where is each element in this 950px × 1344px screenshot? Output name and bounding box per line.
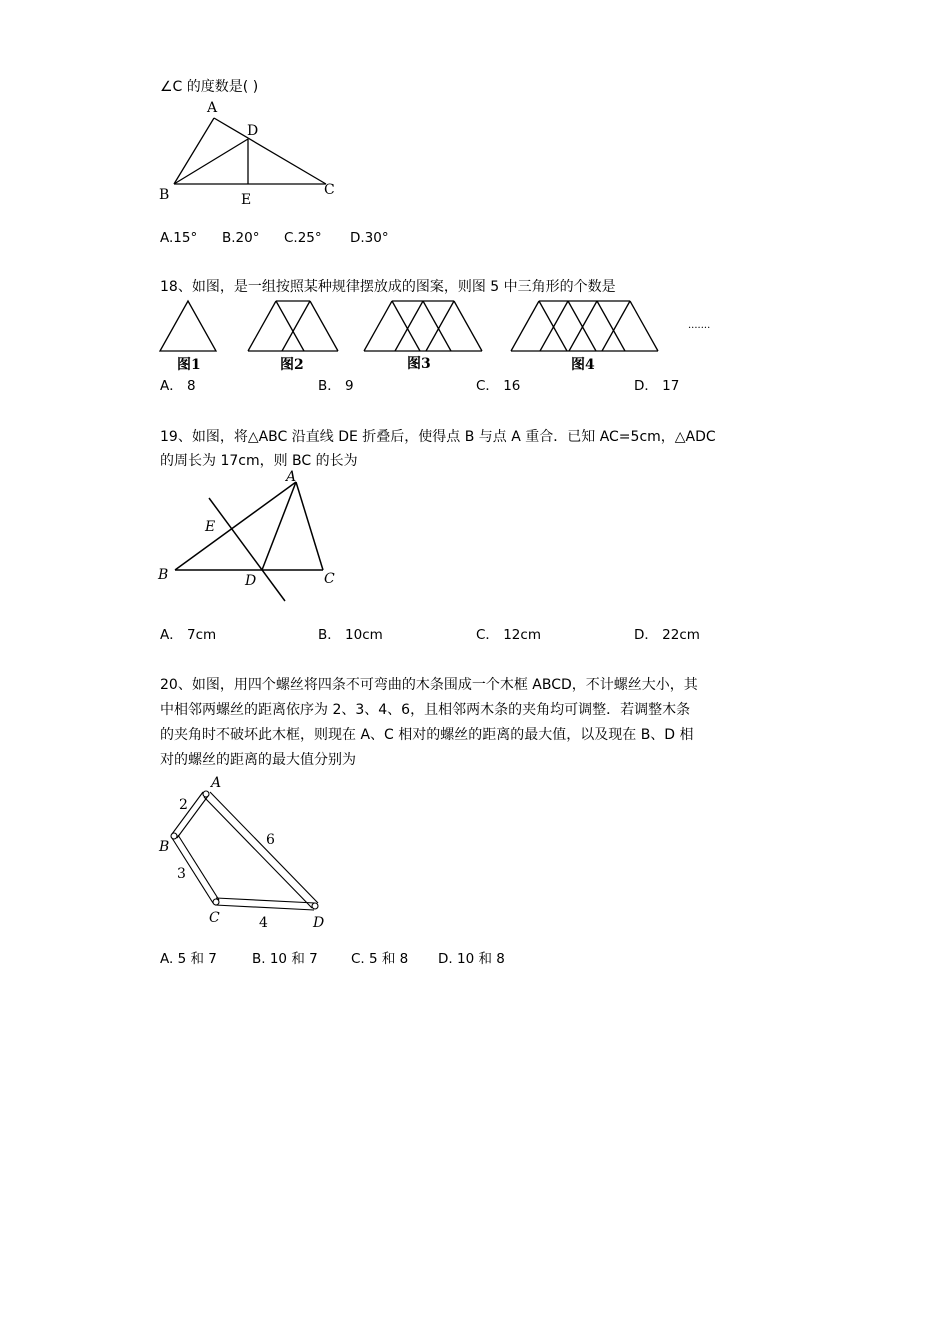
q20-side-bc: 3 — [177, 866, 186, 882]
q18-stem: 18、如图，是一组按照某种规律摆放成的图案，则图 5 中三角形的个数是 — [160, 279, 616, 295]
q19-stem-line-1: 19、如图，将△ABC 沿直线 DE 折叠后，使得点 B 与点 A 重合．已知 AC=5cm，△ADC — [160, 429, 716, 445]
q17-option-c[interactable]: C.25° — [284, 230, 322, 246]
q18-option-d[interactable]: D． 17 — [634, 378, 680, 394]
q19-label-c: C — [324, 571, 335, 587]
q18-caption-4: 图4 — [571, 357, 595, 373]
q17-option-a[interactable]: A.15° — [160, 230, 198, 246]
q20-label-b: B — [159, 839, 170, 855]
q19-label-d: D — [245, 573, 257, 589]
q17-label-c: C — [324, 182, 335, 198]
q19-label-b: B — [158, 567, 169, 583]
q19-option-b[interactable]: B． 10cm — [318, 627, 383, 643]
q20-option-c[interactable]: C. 5 和 8 — [351, 951, 409, 967]
q17-label-e: E — [241, 192, 252, 208]
q19-stem-line-2: 的周长为 17cm，则 BC 的长为 — [160, 453, 358, 469]
q20-stem-line-4: 对的螺丝的距离的最大值分别为 — [160, 752, 356, 768]
q20-option-d[interactable]: D. 10 和 8 — [438, 951, 505, 967]
q17-stem: ∠C 的度数是( ) — [160, 79, 259, 95]
q18-option-c[interactable]: C． 16 — [476, 378, 521, 394]
q17-label-b: B — [159, 187, 170, 203]
q18-caption-2: 图2 — [280, 357, 304, 373]
q20-label-a: A — [211, 775, 222, 791]
q17-option-b[interactable]: B.20° — [222, 230, 260, 246]
q20-option-a[interactable]: A. 5 和 7 — [160, 951, 217, 967]
q20-side-cd: 4 — [259, 915, 268, 931]
q20-side-ab: 2 — [179, 797, 188, 813]
q18-option-a[interactable]: A． 8 — [160, 378, 196, 394]
q20-figure — [155, 772, 345, 937]
q18-figure — [155, 296, 725, 378]
q19-label-a: A — [286, 469, 297, 485]
q18-option-b[interactable]: B． 9 — [318, 378, 354, 394]
q17-option-d[interactable]: D.30° — [350, 230, 389, 246]
q17-label-a: A — [207, 100, 218, 116]
q19-label-e: E — [205, 519, 216, 535]
q19-figure — [155, 470, 355, 605]
q20-stem-line-3: 的夹角时不破坏此木框，则现在 A、C 相对的螺丝的距离的最大值，以及现在 B、D 相 — [160, 727, 694, 743]
q20-side-da: 6 — [266, 832, 275, 848]
q19-option-a[interactable]: A． 7cm — [160, 627, 217, 643]
q19-option-d[interactable]: D． 22cm — [634, 627, 700, 643]
q20-option-b[interactable]: B. 10 和 7 — [252, 951, 318, 967]
q18-caption-3: 图3 — [407, 356, 431, 372]
q19-option-c[interactable]: C． 12cm — [476, 627, 541, 643]
q18-caption-1: 图1 — [177, 357, 201, 373]
q17-figure — [150, 98, 350, 208]
q20-label-c: C — [209, 910, 220, 926]
q20-stem-line-2: 中相邻两螺丝的距离依序为 2、3、4、6，且相邻两木条的夹角均可调整．若调整木条 — [160, 702, 691, 718]
q18-ellipsis: ······· — [688, 323, 711, 334]
q17-label-d: D — [247, 123, 259, 139]
q20-label-d: D — [313, 915, 325, 931]
q20-stem-line-1: 20、如图，用四个螺丝将四条不可弯曲的木条围成一个木框 ABCD，不计螺丝大小，其 — [160, 677, 698, 693]
